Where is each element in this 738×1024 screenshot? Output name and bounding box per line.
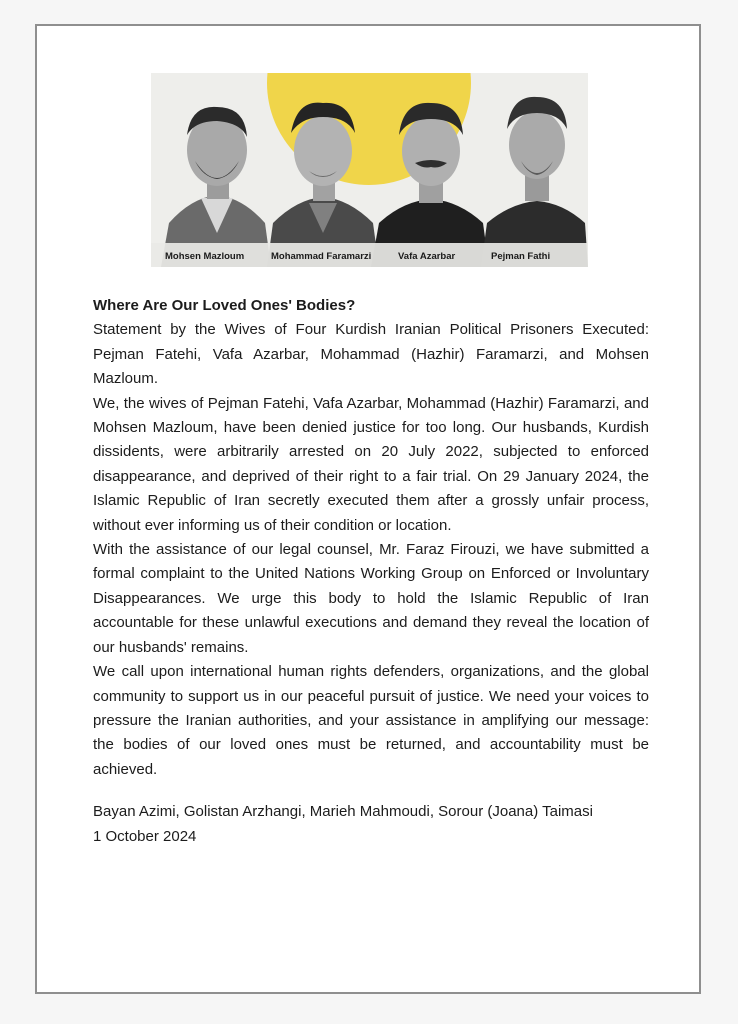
portrait-mohsen-mazloum bbox=[161, 107, 271, 267]
portrait-banner bbox=[151, 73, 588, 267]
statement-date: 1 October 2024 bbox=[93, 827, 197, 845]
portraits-illustration bbox=[151, 73, 588, 267]
portrait-pejman-fathi bbox=[481, 97, 588, 267]
portrait-caption-3: Vafa Azarbar bbox=[398, 251, 456, 262]
portrait-caption-4: Pejman Fathi bbox=[491, 251, 551, 262]
statement-paragraph: With the assistance of our legal counsel, Mr. Faraz Firouzi, we have submitted a formal complaint to the United Nations Working Group on Enforced or Involuntary Disappearances. We urge this body to hold the Islamic Republic of Iran accountable for these unlawful executions and demand they reveal the location of our husbands' remains. bbox=[93, 541, 649, 656]
statement-paragraph: We call upon international human rights defenders, organizations, and the global community to support us in our peaceful pursuit of justice. We need your voices to pressure the Iranian authorities, and your assistance in amplifying our message: the bodies of our loved ones must be returned, and accountability must be achieved. bbox=[93, 663, 649, 778]
document-sheet bbox=[35, 24, 701, 994]
portrait-caption-2: Mohammad Faramarzi bbox=[271, 251, 372, 262]
statement-title: Where Are Our Loved Ones' Bodies? bbox=[93, 297, 356, 314]
statement-body bbox=[93, 294, 649, 849]
signatories: Bayan Azimi, Golistan Arzhangi, Marieh Mahmoudi, Sorour (Joana) Taimasi bbox=[93, 803, 593, 821]
statement-paragraph: We, the wives of Pejman Fatehi, Vafa Azarbar, Mohammad (Hazhir) Faramarzi, and Mohsen Mazloum, have been denied justice for too long. Our husbands, Kurdish dissidents, were arbitrarily arrested on 20 July 2022, subjected to enforced disappearance, and deprived of their right to a fair trial. On 29 January 2024, the Islamic Republic of Iran secretly executed them after a grossly unfair process, without ever informing us of their condition or location. bbox=[93, 394, 649, 534]
statement-paragraph: Statement by the Wives of Four Kurdish Iranian Political Prisoners Executed: Pejman Fatehi, Vafa Azarbar, Mohammad (Hazhir) Faramarzi, and Mohsen Mazloum. bbox=[93, 321, 649, 388]
portrait-caption-1: Mohsen Mazloum bbox=[165, 251, 245, 262]
